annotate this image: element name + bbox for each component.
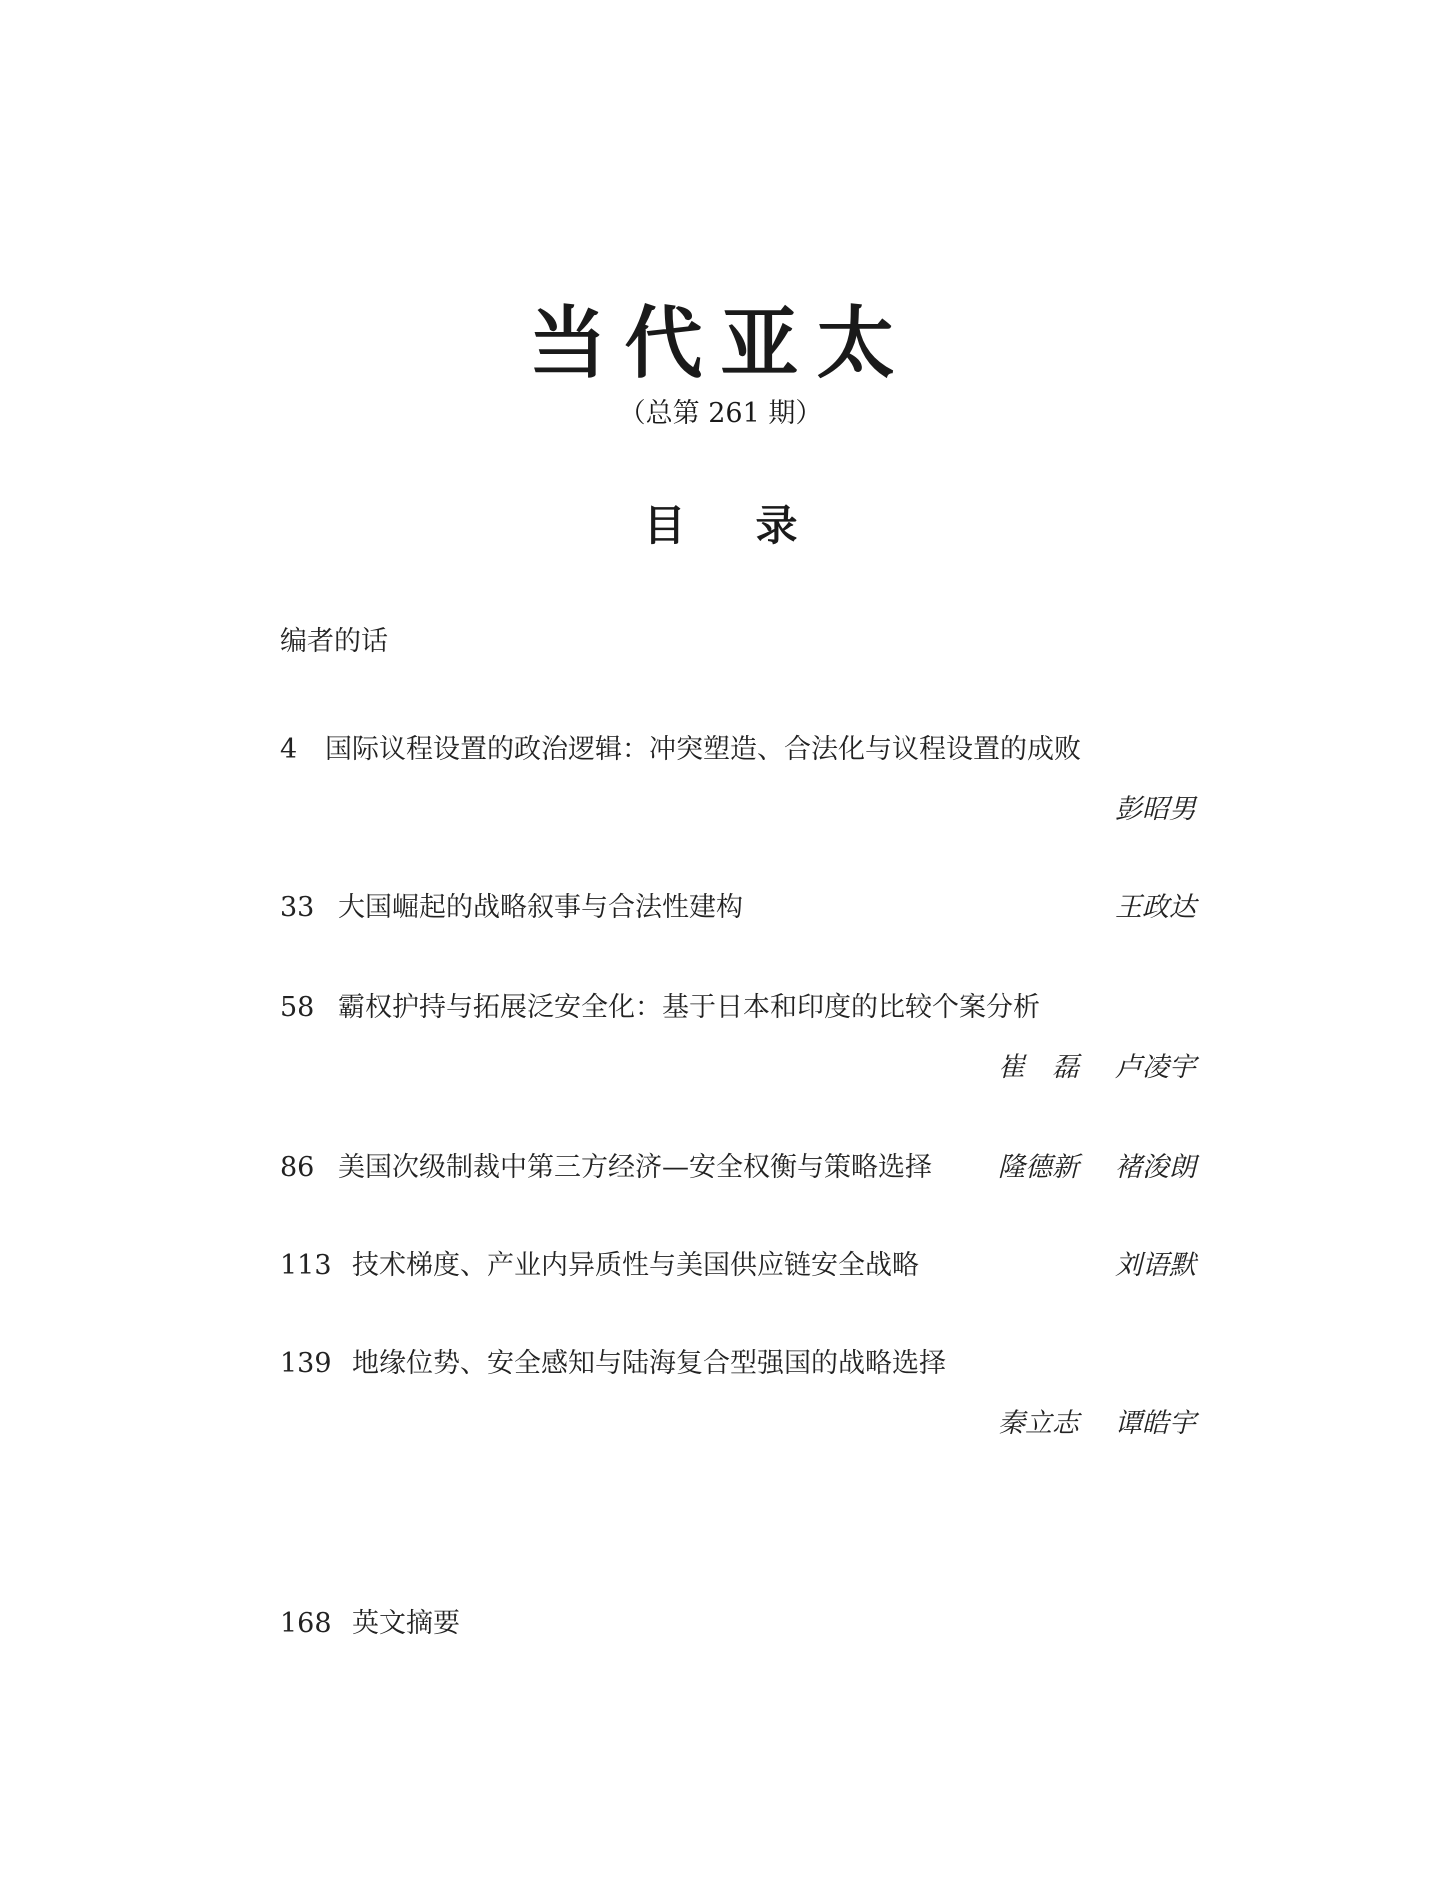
toc-entry[interactable]: [280, 994, 1040, 1021]
entry-author: 谭皓宇: [1115, 1408, 1196, 1439]
entry-author: 王政达: [1115, 892, 1196, 923]
editor-note[interactable]: 编者的话: [280, 626, 388, 657]
toc-entry[interactable]: [280, 1350, 946, 1377]
entry-author: 崔 磊: [998, 1052, 1079, 1083]
journal-title: 当代亚太: [528, 298, 913, 389]
page-number: 139: [280, 1348, 332, 1379]
toc-entry[interactable]: [280, 894, 743, 921]
entry-title: 地缘位势、安全感知与陆海复合型强国的战略选择: [352, 1348, 946, 1379]
toc-entry[interactable]: [280, 736, 1081, 763]
entry-author: 刘语默: [1115, 1250, 1196, 1281]
toc-entry[interactable]: [280, 1252, 919, 1279]
entry-title: 英文摘要: [352, 1608, 460, 1639]
page-number: 33: [280, 892, 315, 923]
toc-heading-left: 目: [643, 501, 686, 550]
entry-title: 大国崛起的战略叙事与合法性建构: [338, 892, 743, 923]
entry-author: 卢凌宇: [1115, 1052, 1196, 1083]
toc-entry[interactable]: [280, 1610, 460, 1637]
toc-entry[interactable]: [280, 1154, 932, 1181]
page-number: 113: [280, 1250, 332, 1281]
entry-author: 褚浚朗: [1115, 1152, 1196, 1183]
toc-heading-right: 录: [755, 501, 798, 550]
entry-title: 技术梯度、产业内异质性与美国供应链安全战略: [352, 1250, 919, 1281]
entry-author: 彭昭男: [1115, 794, 1196, 825]
toc-heading: [0, 501, 1441, 550]
entry-title: 霸权护持与拓展泛安全化：基于日本和印度的比较个案分析: [338, 992, 1040, 1023]
page-number: 86: [280, 1152, 315, 1183]
page-number: 58: [280, 992, 315, 1023]
entry-author: 隆德新: [998, 1152, 1079, 1183]
entry-author: 秦立志: [998, 1408, 1079, 1439]
entry-title: 国际议程设置的政治逻辑：冲突塑造、合法化与议程设置的成败: [325, 734, 1081, 765]
page-number: 4: [280, 734, 298, 765]
page-number: 168: [280, 1608, 332, 1639]
entry-title: 美国次级制裁中第三方经济—安全权衡与策略选择: [338, 1152, 932, 1183]
issue-number: （总第 261 期）: [618, 398, 823, 429]
